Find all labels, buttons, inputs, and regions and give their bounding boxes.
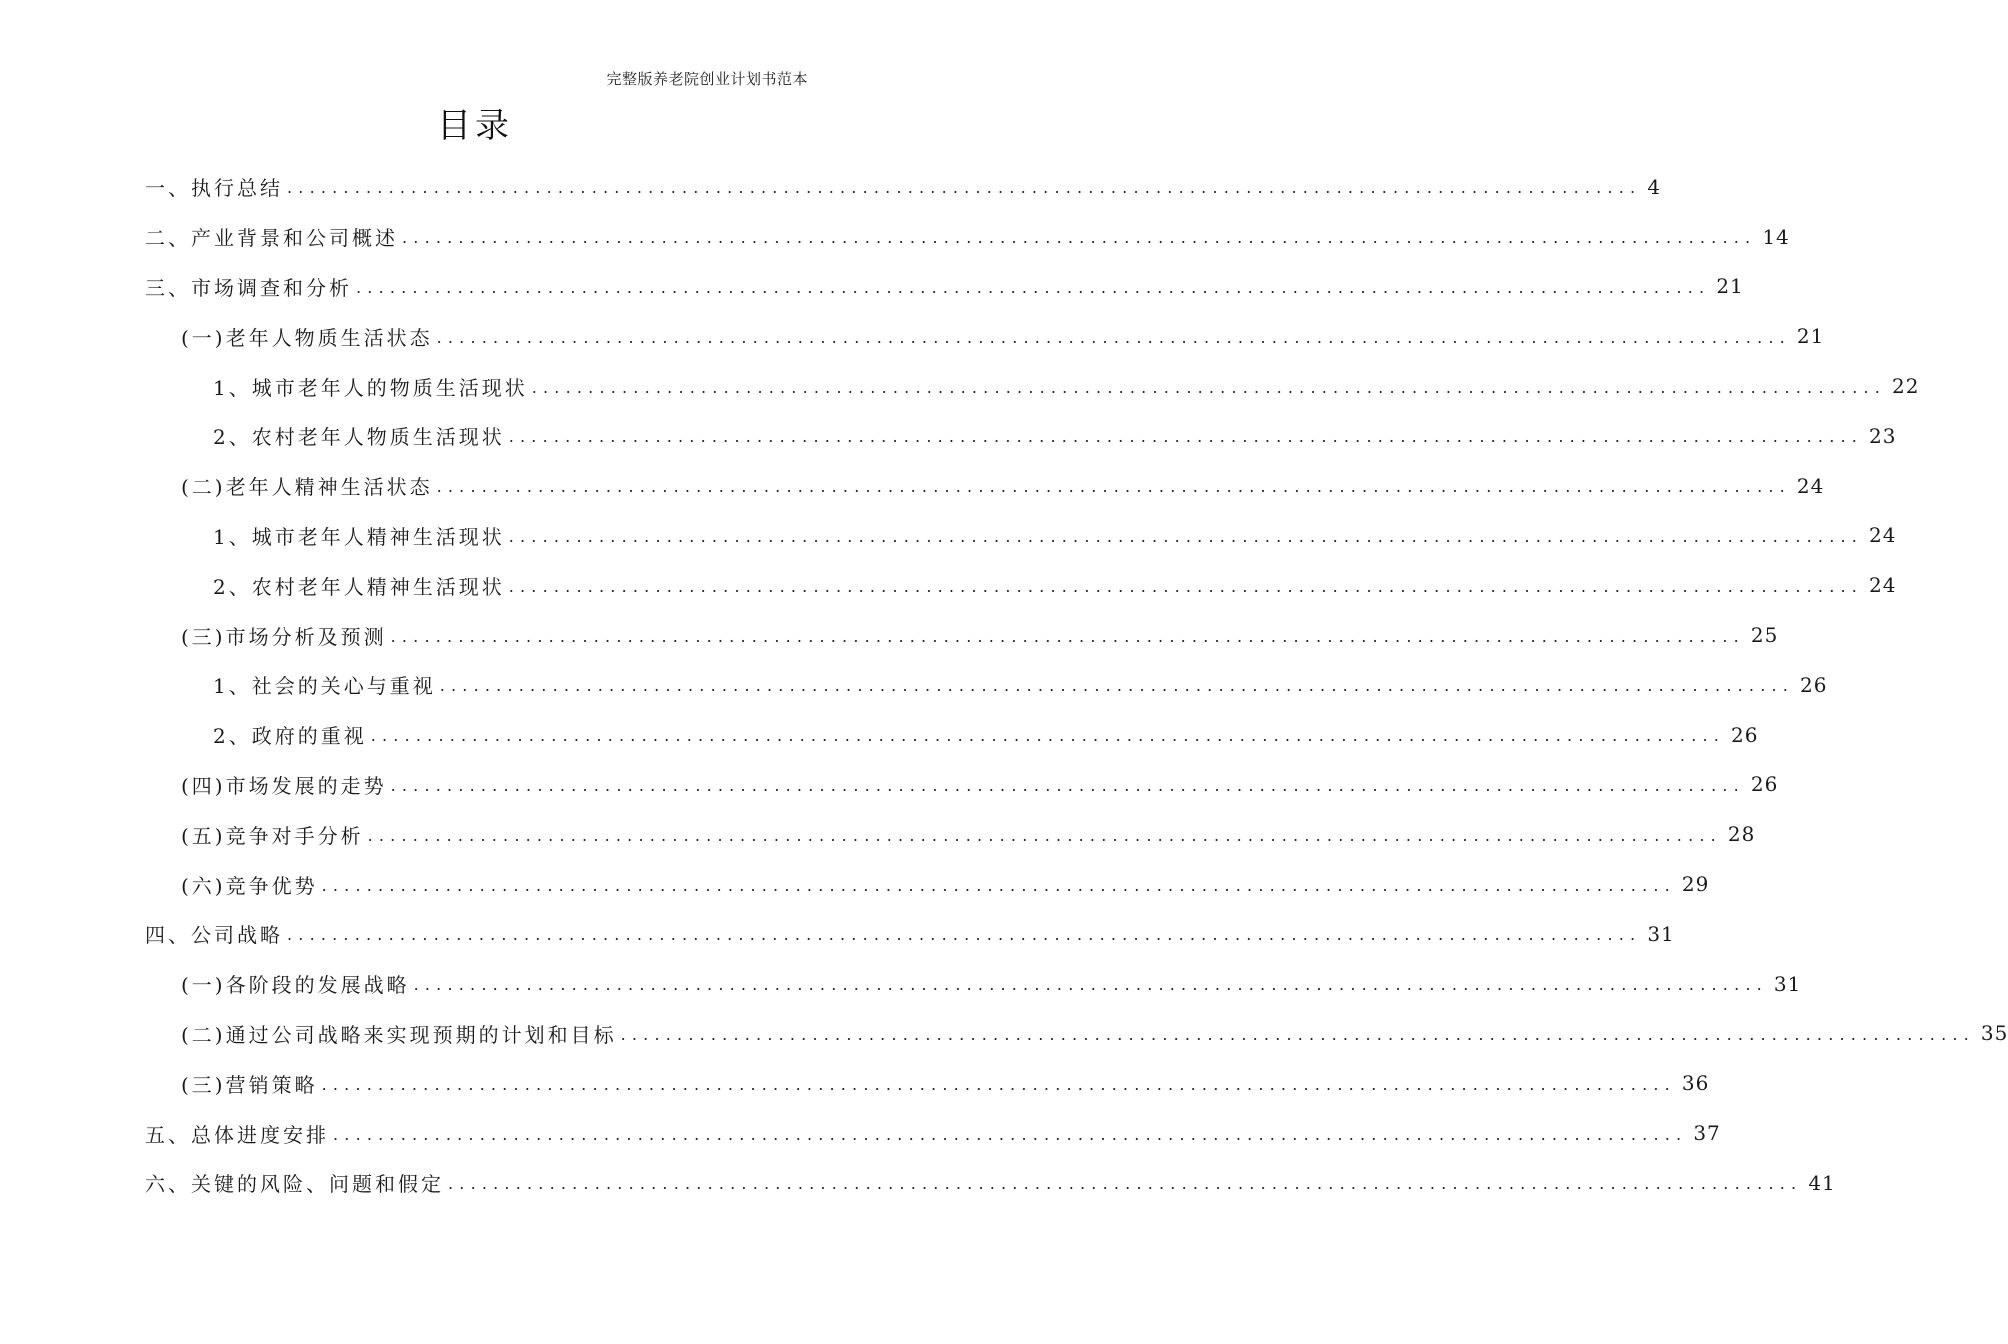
toc-entry-title: (六)竞争优势 [181, 873, 318, 898]
toc-dot-leader: ........................................................................................................................ [287, 178, 1642, 198]
toc-dot-leader: ........................................................................................................................ [390, 775, 1745, 795]
toc-entry-page-number: 22 [1892, 374, 1920, 399]
toc-title: 目录 [437, 106, 513, 146]
toc-entry-page-number: 29 [1681, 872, 1710, 897]
toc-entry-page-number: 26 [1750, 772, 1779, 797]
toc-entry-title: 三、市场调查和分析 [145, 275, 352, 300]
toc-entry[interactable] [145, 1009, 2008, 1059]
toc-entry-page-number: 36 [1681, 1071, 1710, 1096]
toc-entry[interactable] [145, 262, 1744, 312]
toc-entry-title: 2、政府的重视 [213, 724, 367, 749]
toc-dot-leader: ........................................................................................................................ [439, 676, 1795, 696]
toc-dot-leader: ........................................................................................................................ [321, 1074, 1676, 1094]
toc-dot-leader: ........................................................................................................................ [333, 1124, 1688, 1144]
toc-entry-title: (一)各阶段的发展战略 [181, 973, 410, 998]
toc-entry-page-number: 23 [1869, 423, 1897, 448]
toc-entry-page-number: 24 [1869, 573, 1897, 598]
toc-dot-leader: ........................................................................................................................ [436, 327, 1791, 347]
toc-entry-title: (四)市场发展的走势 [181, 773, 387, 798]
toc-entry-page-number: 24 [1869, 523, 1897, 548]
toc-entry-page-number: 28 [1727, 822, 1756, 847]
toc-entry-page-number: 37 [1693, 1121, 1721, 1146]
toc-entry-title: 五、总体进度安排 [145, 1122, 329, 1147]
toc-entry[interactable] [145, 1158, 1836, 1208]
toc-dot-leader: ........................................................................................................................ [321, 875, 1676, 895]
toc-entry[interactable] [145, 660, 1828, 710]
toc-entry-title: (三)营销策略 [181, 1072, 318, 1097]
toc-entry-page-number: 31 [1647, 921, 1675, 946]
toc-entry[interactable] [145, 411, 1897, 461]
toc-entry-page-number: 26 [1800, 672, 1828, 697]
toc-dot-leader: ........................................................................................................................ [508, 576, 1864, 596]
toc-entry-title: 一、执行总结 [145, 176, 283, 201]
toc-dot-leader: ........................................................................................................................ [531, 377, 1887, 397]
toc-entry-page-number: 35 [1980, 1021, 2008, 1046]
toc-entry-page-number: 4 [1647, 174, 1662, 199]
toc-dot-leader: ........................................................................................................................ [356, 277, 1711, 297]
toc-entry[interactable] [145, 1058, 1710, 1108]
toc-dot-leader: ........................................................................................................................ [370, 726, 1726, 746]
toc-entry-page-number: 26 [1731, 722, 1759, 747]
toc-entry[interactable] [145, 212, 1790, 262]
toc-dot-leader: ........................................................................................................................ [508, 427, 1864, 447]
toc-entry[interactable] [145, 859, 1710, 909]
toc-entry-page-number: 21 [1716, 274, 1744, 299]
toc-entry-title: (二)通过公司战略来实现预期的计划和目标 [181, 1022, 617, 1047]
toc-entry[interactable] [145, 560, 1897, 610]
toc-entry-page-number: 21 [1796, 324, 1825, 349]
toc-dot-leader: ........................................................................................................................ [413, 975, 1768, 995]
toc-entry-title: 1、城市老年人精神生活现状 [213, 524, 505, 549]
toc-dot-leader: ........................................................................................................................ [287, 925, 1642, 945]
toc-entry-page-number: 25 [1750, 623, 1779, 648]
toc-entry[interactable] [145, 710, 1759, 760]
toc-entry-page-number: 14 [1762, 224, 1790, 249]
toc-entry[interactable] [145, 760, 1779, 810]
toc-entry-page-number: 24 [1796, 473, 1825, 498]
toc-dot-leader: ........................................................................................................................ [367, 825, 1722, 845]
toc-entry-title: 2、农村老年人物质生活现状 [213, 425, 505, 450]
toc-entry-title: (五)竞争对手分析 [181, 823, 364, 848]
toc-entry-title: 二、产业背景和公司概述 [145, 226, 398, 251]
toc-dot-leader: ........................................................................................................................ [508, 526, 1864, 546]
toc-entry[interactable] [145, 959, 1802, 1009]
toc-entry-title: 六、关键的风险、问题和假定 [145, 1172, 444, 1197]
toc-entry-page-number: 31 [1773, 971, 1802, 996]
toc-entry-title: 1、城市老年人的物质生活现状 [213, 375, 528, 400]
toc-dot-leader: ........................................................................................................................ [436, 477, 1791, 497]
toc-entry-title: 1、社会的关心与重视 [213, 674, 436, 699]
toc-entry[interactable] [145, 610, 1779, 660]
toc-entry-title: 2、农村老年人精神生活现状 [213, 574, 505, 599]
toc-entry-page-number: 41 [1808, 1170, 1836, 1195]
toc-entry-title: (二)老年人精神生活状态 [181, 475, 433, 500]
toc-entry[interactable] [145, 511, 1897, 561]
toc-dot-leader: ........................................................................................................................ [402, 228, 1757, 248]
toc-dot-leader: ........................................................................................................................ [448, 1174, 1803, 1194]
toc-dot-leader: ........................................................................................................................ [620, 1024, 1975, 1044]
toc-entry[interactable] [145, 361, 1920, 411]
toc-entry-title: (一)老年人物质生活状态 [181, 325, 433, 350]
toc-entry[interactable] [145, 461, 1825, 511]
table-of-contents [145, 162, 2008, 1208]
toc-entry[interactable] [145, 1108, 1721, 1158]
toc-entry[interactable] [145, 162, 1662, 212]
toc-entry[interactable] [145, 311, 1825, 361]
toc-dot-leader: ........................................................................................................................ [390, 626, 1745, 646]
toc-entry[interactable] [145, 909, 1675, 959]
toc-entry-title: 四、公司战略 [145, 923, 283, 948]
running-header: 完整版养老院创业计划书范本 [606, 70, 808, 88]
toc-entry[interactable] [145, 809, 1756, 859]
toc-entry-title: (三)市场分析及预测 [181, 624, 387, 649]
